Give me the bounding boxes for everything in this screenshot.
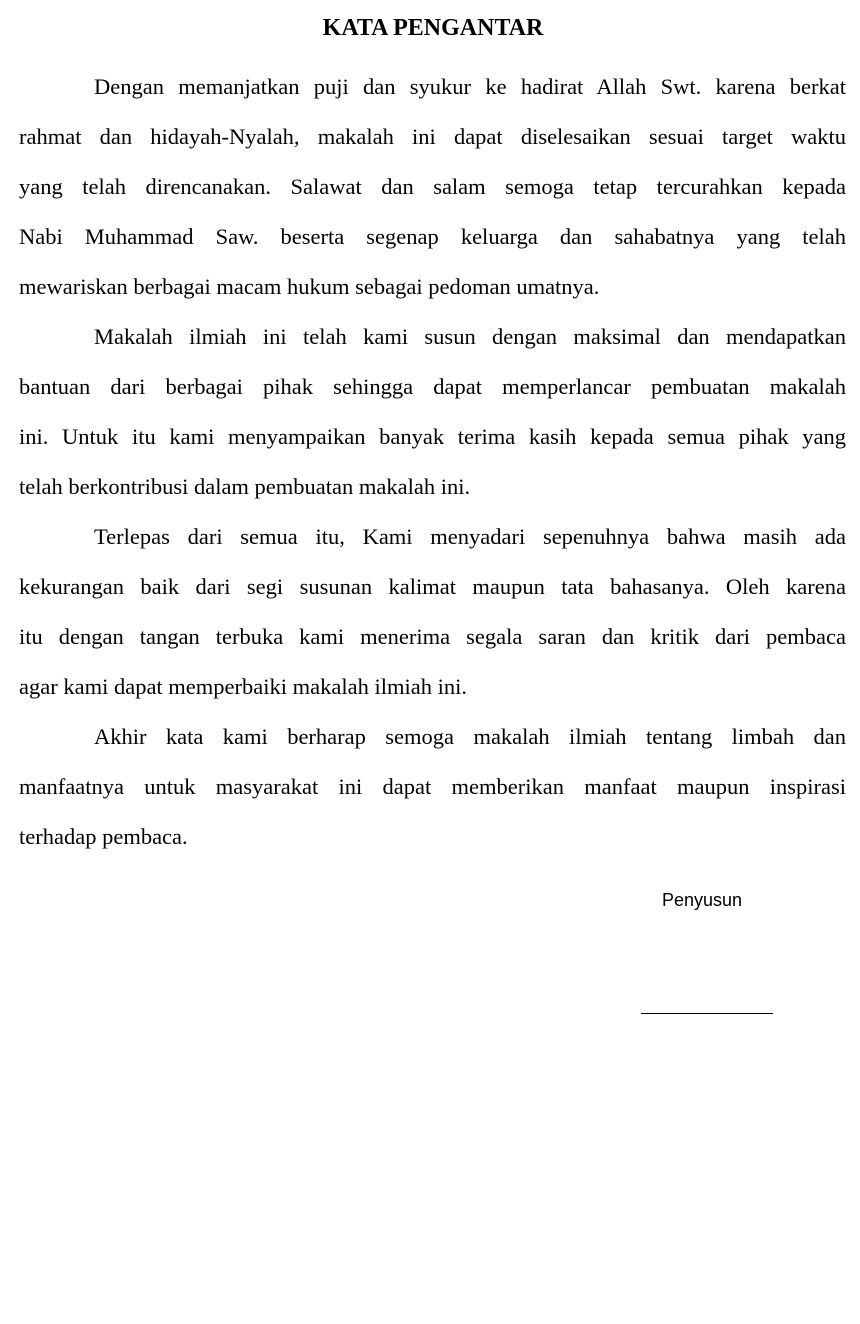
paragraph-line: Dengan memanjatkan puji dan syukur ke hadirat Allah Swt. karena berkat bbox=[94, 74, 846, 99]
signature-label: Penyusun bbox=[662, 890, 743, 910]
paragraph-line: yang telah direncanakan. Salawat dan salam semoga tetap tercurahkan kepada bbox=[19, 174, 846, 199]
paragraph-line: itu dengan tangan terbuka kami menerima segala saran dan kritik dari pembaca bbox=[19, 624, 846, 649]
paragraph-line: bantuan dari berbagai pihak sehingga dapat memperlancar pembuatan makalah bbox=[19, 374, 846, 399]
paragraph-line: terhadap pembaca. bbox=[19, 824, 188, 849]
paragraph-line: Terlepas dari semua itu, Kami menyadari sepenuhnya bahwa masih ada bbox=[94, 524, 846, 549]
paragraph-line: rahmat dan hidayah-Nyalah, makalah ini dapat diselesaikan sesuai target waktu bbox=[19, 124, 846, 149]
signature-line bbox=[641, 1013, 773, 1014]
paragraph-line: Makalah ilmiah ini telah kami susun dengan maksimal dan mendapatkan bbox=[94, 324, 846, 349]
paragraph-line: kekurangan baik dari segi susunan kalimat maupun tata bahasanya. Oleh karena bbox=[19, 574, 846, 599]
paragraph-line: ini. Untuk itu kami menyampaikan banyak terima kasih kepada semua pihak yang bbox=[19, 424, 846, 449]
paragraph-line: telah berkontribusi dalam pembuatan makalah ini. bbox=[19, 474, 471, 499]
paragraph-line: Akhir kata kami berharap semoga makalah ilmiah tentang limbah dan bbox=[94, 724, 846, 749]
paragraph-line: agar kami dapat memperbaiki makalah ilmiah ini. bbox=[19, 674, 467, 699]
page-title: KATA PENGANTAR bbox=[322, 15, 544, 41]
document-body bbox=[19, 62, 846, 862]
paragraph-line: mewariskan berbagai macam hukum sebagai pedoman umatnya. bbox=[19, 274, 600, 299]
paragraph-line: Nabi Muhammad Saw. beserta segenap keluarga dan sahabatnya yang telah bbox=[19, 224, 846, 249]
paragraph-line: manfaatnya untuk masyarakat ini dapat memberikan manfaat maupun inspirasi bbox=[19, 774, 846, 799]
